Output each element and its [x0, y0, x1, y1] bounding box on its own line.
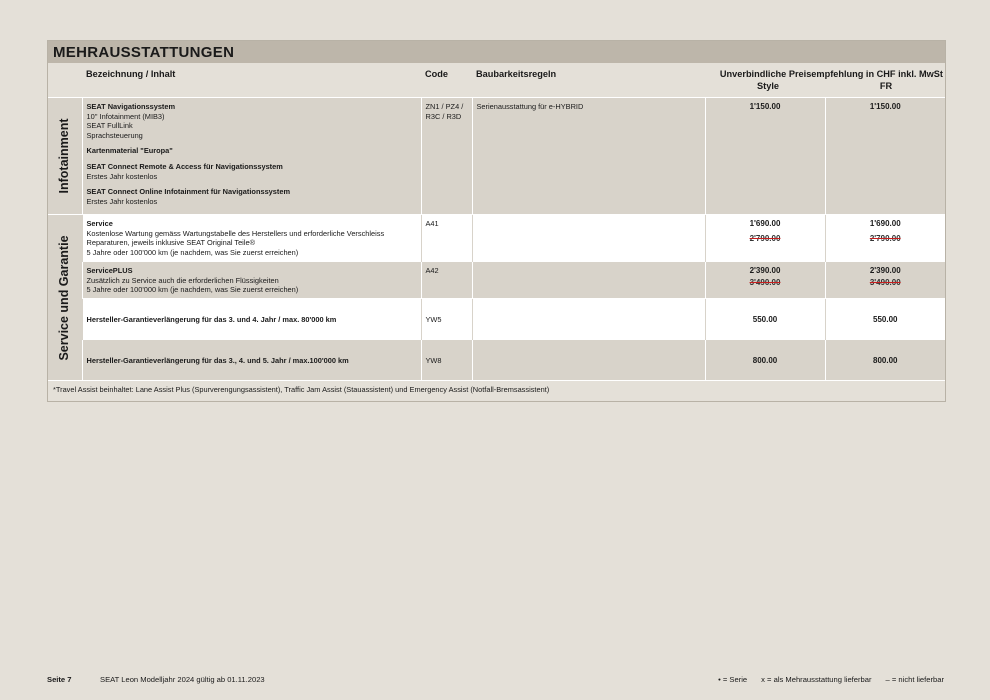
header-description: Bezeichnung / Inhalt — [86, 69, 176, 79]
yw8-rules — [472, 340, 705, 381]
nav-online-title: SEAT Connect Online Infotainment für Navigationssystem — [86, 187, 291, 197]
service-price-style — [705, 215, 825, 262]
nav-code: ZN1 / PZ4 / R3C / R3D — [421, 98, 472, 215]
price-old: 3'490.00 — [869, 277, 901, 287]
legend-option: x = als Mehrausstattung lieferbar — [761, 675, 872, 684]
header-price-label: Unverbindliche Preisempfehlung in CHF inkl. MwSt — [719, 69, 943, 79]
header-fr: FR — [879, 81, 893, 91]
plus-price-style — [705, 262, 825, 299]
section-infotainment — [48, 98, 82, 215]
yw8-price-fr: 800.00 — [825, 340, 945, 381]
nav-online-sub: Erstes Jahr kostenlos — [86, 196, 158, 206]
nav-line: SEAT FullLink — [86, 121, 133, 131]
table-row — [48, 299, 945, 340]
plus-title: ServicePLUS — [86, 266, 133, 275]
nav-map: Kartenmaterial "Europa" — [86, 146, 173, 156]
page-title: MEHRAUSSTATTUNGEN — [48, 41, 945, 63]
price-old: 2'790.00 — [749, 233, 781, 243]
header-style: Style — [757, 81, 779, 91]
service-price-fr — [825, 215, 945, 262]
yw8-description: Hersteller-Garantieverlängerung für das 3., 4. und 5. Jahr / max.100'000 km — [82, 340, 421, 381]
page-number: Seite 7 — [47, 675, 72, 684]
nav-description — [82, 98, 421, 215]
service-title: Service — [86, 219, 113, 228]
plus-rules — [472, 262, 705, 299]
yw5-description: Hersteller-Garantieverlängerung für das 3. und 4. Jahr / max. 80'000 km — [82, 299, 421, 340]
nav-line: 10'' Infotainment (MIB3) — [86, 111, 165, 121]
yw5-rules — [472, 299, 705, 340]
legend-serie: • = Serie — [718, 675, 748, 684]
price-current: 1'690.00 — [869, 219, 901, 228]
nav-remote-sub: Erstes Jahr kostenlos — [86, 171, 158, 181]
yw5-price-fr: 550.00 — [825, 299, 945, 340]
price-old: 3'490.00 — [749, 277, 781, 287]
header-price — [705, 63, 945, 98]
price-old: 2'790.00 — [869, 233, 901, 243]
plus-line: 5 Jahre oder 100'000 km (je nachdem, was Sie zuerst erreichen) — [86, 285, 299, 295]
nav-rules: Serienausstattung für e-HYBRID — [472, 98, 705, 215]
service-line: Kostenlose Wartung gemäss Wartungstabelle des Herstellers und erforderliche Verschleiss Reparaturen, jeweils inklusive SEAT Original Teile® — [86, 228, 385, 248]
header-code: Code — [425, 69, 448, 79]
footnote: *Travel Assist beinhaltet: Lane Assist Plus (Spurverengungsassistent), Traffic Jam Assist (Stauassistent) und Emergency Assist (Notfall-Bremsassistent) — [48, 380, 945, 401]
legend — [718, 675, 944, 684]
plus-line: Zusätzlich zu Service auch die erforderlichen Flüssigkeiten — [86, 275, 279, 285]
section-service — [48, 215, 82, 381]
yw8-price-style: 800.00 — [705, 340, 825, 381]
price-current: 1'690.00 — [749, 219, 781, 228]
table-row — [48, 340, 945, 381]
service-rules — [472, 215, 705, 262]
section-label: Service und Garantie — [56, 234, 71, 361]
plus-price-fr — [825, 262, 945, 299]
price-current: 2'390.00 — [749, 266, 781, 275]
yw5-code: YW5 — [421, 299, 472, 340]
nav-remote-title: SEAT Connect Remote & Access für Navigationssystem — [86, 161, 283, 171]
nav-title: SEAT Navigationssystem — [86, 102, 176, 111]
table-row — [48, 262, 945, 299]
nav-line: Sprachsteuerung — [86, 130, 143, 140]
table-header — [48, 63, 945, 98]
nav-price-style: 1'150.00 — [705, 98, 825, 215]
yw8-code: YW8 — [421, 340, 472, 381]
plus-description — [82, 262, 421, 299]
table-row — [48, 215, 945, 262]
legend-unavailable: – = nicht lieferbar — [885, 675, 944, 684]
section-label: Infotainment — [56, 118, 71, 194]
options-table — [47, 40, 946, 402]
service-code: A41 — [421, 215, 472, 262]
page-footer — [47, 675, 944, 684]
yw5-price-style: 550.00 — [705, 299, 825, 340]
table-row — [48, 98, 945, 215]
plus-code: A42 — [421, 262, 472, 299]
service-line: 5 Jahre oder 100'000 km (je nachdem, was Sie zuerst erreichen) — [86, 247, 299, 257]
price-current: 2'390.00 — [869, 266, 901, 275]
header-rules: Baubarkeitsregeln — [476, 69, 557, 79]
nav-price-fr: 1'150.00 — [825, 98, 945, 215]
model-info: SEAT Leon Modelljahr 2024 gültig ab 01.11.2023 — [100, 675, 265, 684]
service-description — [82, 215, 421, 262]
